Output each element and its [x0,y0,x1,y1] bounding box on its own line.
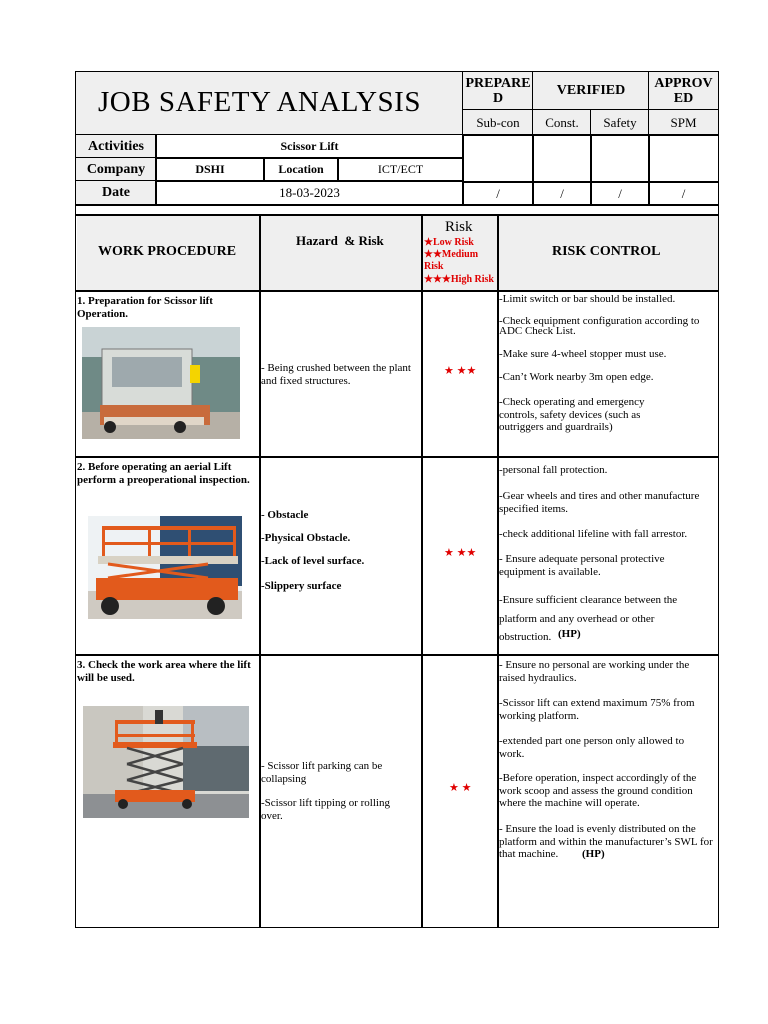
row-divider-1 [75,456,719,458]
hazard-1: - Being crushed between the plant and fixed structures. [261,362,411,387]
hazard-2-4: -Slippery surface [261,580,342,592]
location-value: ICT/ECT [337,157,464,182]
risk-control-header: RISK CONTROL [552,244,661,259]
control-3-hp: (HP) [582,848,605,860]
hazard-2-1: - Obstacle [261,509,309,521]
col-divider-2 [421,214,423,928]
signature-box-spm [648,134,719,183]
control-2-hp: (HP) [558,628,581,640]
spm-cell: SPM [648,109,719,136]
control-2-1: -personal fall protection. [499,464,608,476]
date-value: 18-03-2023 [155,180,464,206]
th-hazard [261,216,422,291]
control-2-2: -Gear wheels and tires and other manufacture specified items. [499,490,700,515]
const-cell: Const. [532,109,592,136]
activities-label: Activities [75,134,157,159]
approved-header: APPROV ED [648,71,719,111]
signature-box-const [532,134,592,183]
hazard-3-2: -Scissor lift tipping or rolling over. [261,797,390,822]
row-divider-2 [75,654,719,656]
company-value: DSHI [155,157,265,182]
risk-header: Risk [445,219,473,235]
control-1-3: -Make sure 4-wheel stopper must use. [499,348,667,360]
control-1-5: -Check operating and emergency controls, safety devices (such as outriggers and guardrails) [499,396,645,433]
risk-rating-2: ★ ★★ [444,547,477,559]
row-divider-header [75,290,719,292]
work-procedure-header: WORK PROCEDURE [98,244,237,259]
control-1-4: -Can’t Work nearby 3m open edge. [499,371,654,383]
safety-cell: Safety [590,109,650,136]
verified-header: VERIFIED [532,71,650,111]
signature-box-subcon [462,134,534,183]
control-1-2: -Check equipment configuration according to ADC Check List. [499,315,700,337]
control-3-1: - Ensure no personal are working under the raised hydraulics. [499,659,690,684]
control-3-4: -Before operation, inspect accordingly of the work scoop and assess the ground condition where the machine will operate. [499,772,697,809]
procedure-2: 2. Before operating an aerial Lift perform a preoperational inspection. [77,461,250,486]
risk-rating-3: ★ ★ [449,782,472,794]
hazard-2-2: -Physical Obstacle. [261,532,351,544]
procedure-1: 1. Preparation for Scissor lift Operation. [77,295,213,320]
scissor-lift-photo-2 [88,516,242,619]
hazard-risk-header: Hazard & Risk [296,233,384,248]
risk-legend-low: ★Low Risk [424,237,474,248]
control-2-5: -Ensure sufficient clearance between the platform and any overhead or other obstruction. [499,594,678,643]
control-3-2: -Scissor lift can extend maximum 75% from working platform. [499,697,695,722]
scissor-lift-photo-3 [83,706,249,818]
risk-legend-medium: ★★Medium Risk [424,249,479,272]
location-label: Location [263,157,339,182]
scissor-lift-photo-1 [82,327,240,439]
date-label: Date [75,180,157,206]
hazard-2-3: -Lack of level surface. [261,555,365,567]
subcon-cell: Sub-con [462,109,534,136]
date-slash-const: / [532,181,592,206]
procedure-3: 3. Check the work area where the lift will be used. [77,659,251,684]
company-label: Company [75,157,157,182]
page-title: JOB SAFETY ANALYSIS [98,86,421,118]
date-slash-safety: / [590,181,650,206]
control-1-1: -Limit switch or bar should be installed. [499,293,676,305]
activities-value: Scissor Lift [155,134,464,159]
date-slash-subcon: / [462,181,534,206]
risk-rating-1: ★ ★★ [444,365,477,377]
control-2-3: -check additional lifeline with fall arrestor. [499,528,688,540]
risk-legend-high: ★★★High Risk [424,274,494,285]
control-2-4: - Ensure adequate personal protective equipment is available. [499,553,665,578]
control-3-5: - Ensure the load is evenly distributed on the platform and within the manufacturer’s SWL for that machine. [499,823,713,860]
hazard-3-1: - Scissor lift parking can be collapsing [261,760,383,785]
date-slash-spm: / [648,181,719,206]
prepared-header: PREPARE D [462,71,534,111]
control-3-3: -extended part one person only allowed to work. [499,735,685,760]
signature-box-safety [590,134,650,183]
